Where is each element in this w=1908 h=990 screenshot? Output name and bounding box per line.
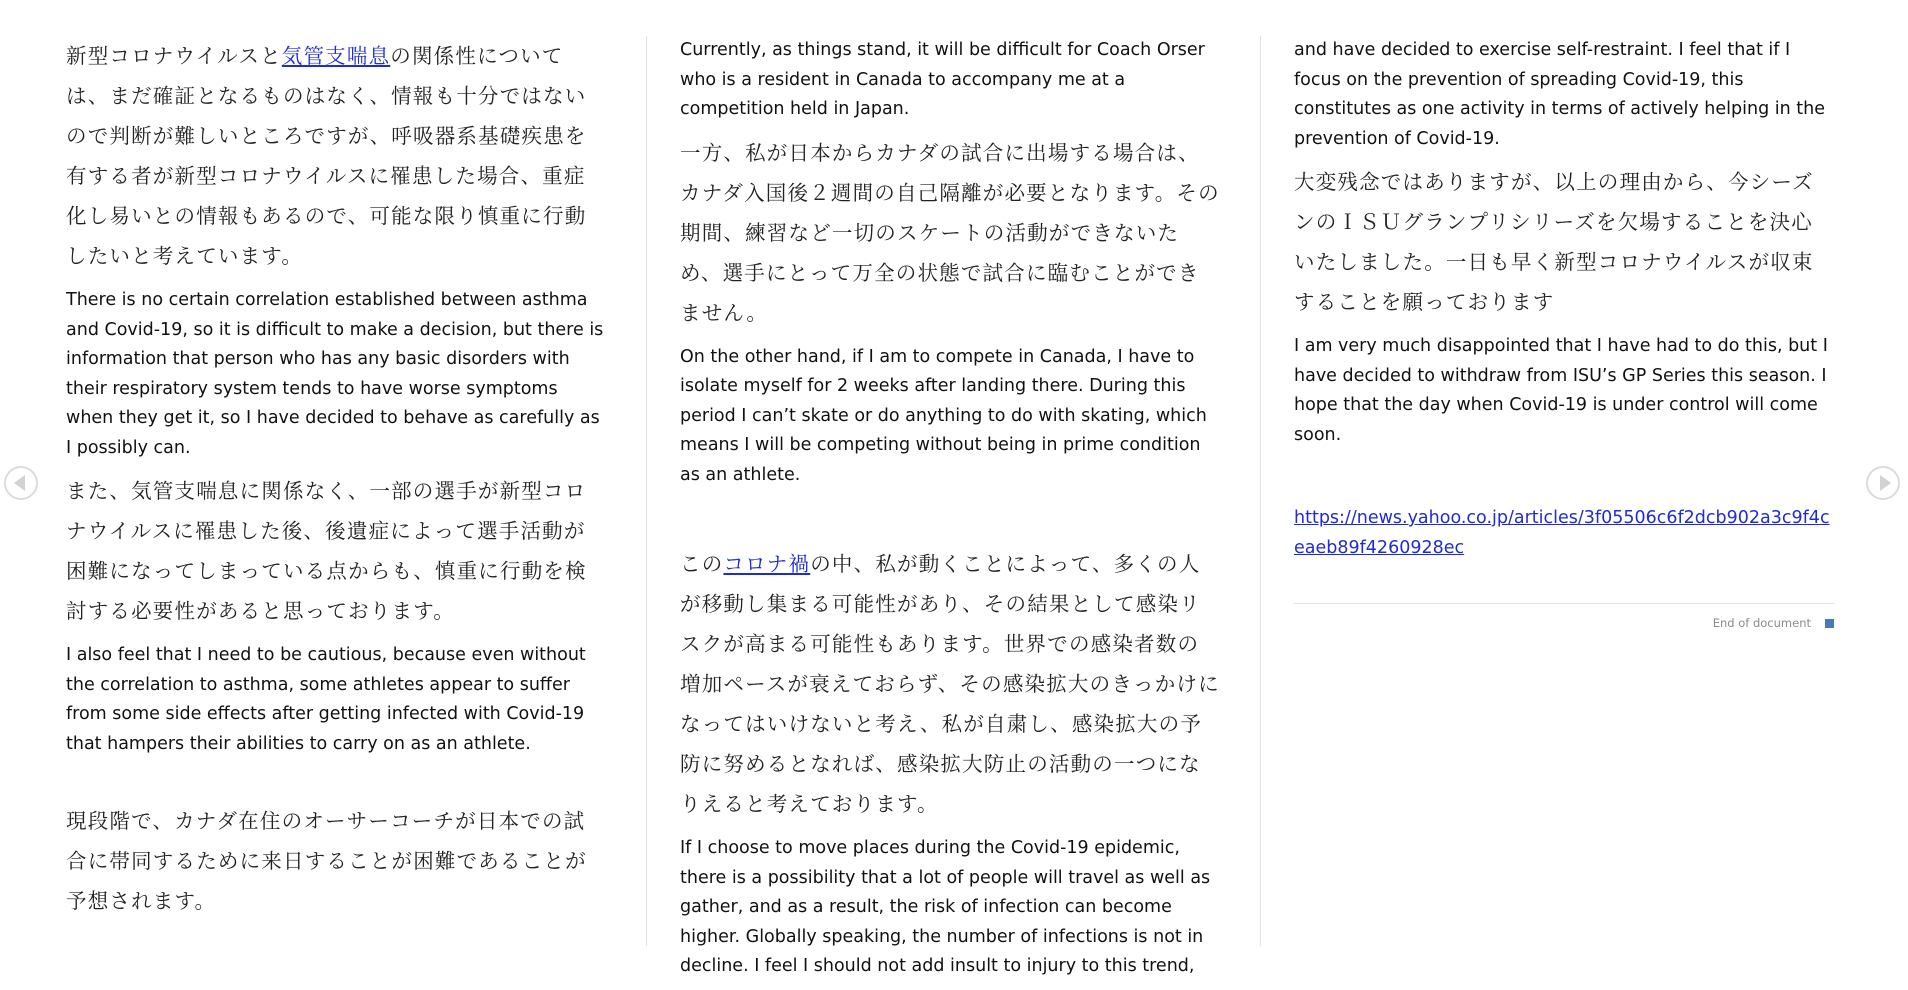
- english-paragraph: There is no certain correlation established between asthma and Covid-19, so it is difficult to make a decision, but there is information that person who has any basic disorders with their respiratory system tends to have worse symptoms when they get it, so I have decided to behave as carefully as I possibly can.: [66, 290, 604, 458]
- english-paragraph: I am very much disappointed that I have had to do this, but I have decided to withdraw from ISU’s GP Series this season. I hope that the day when Covid-19 is under control will come soon.: [1294, 336, 1828, 445]
- japanese-paragraph: 新型コロナウイルスと気管支喘息の関係性については、まだ確証となるものはなく、情報も十分ではないので判断が難しいところですが、呼吸器系基礎疾患を有する者が新型コロナウイルスに罹患した場合、重症化し易いとの情報もあるので、可能な限り慎重に行動したいと考えています。: [66, 44, 587, 268]
- previous-page-button[interactable]: [4, 466, 38, 500]
- japanese-paragraph: また、気管支喘息に関係なく、一部の選手が新型コロナウイルスに罹患した後、後遺症によって選手活動が困難になってしまっている点からも、慎重に行動を検討する必要性があると思っております。: [66, 479, 587, 623]
- paragraph-spacer: [66, 767, 606, 801]
- english-paragraph: Currently, as things stand, it will be difficult for Coach Orser who is a resident in Canada to accompany me at a competition held in Japan.: [680, 40, 1205, 119]
- paragraph-spacer: [1294, 458, 1834, 504]
- next-page-button[interactable]: [1866, 466, 1900, 500]
- source-article-link[interactable]: https://news.yahoo.co.jp/articles/3f05506c6f2dcb902a3c9f4ceaeb89f4260928ec: [1294, 508, 1830, 558]
- column-divider: [646, 36, 647, 946]
- japanese-paragraph: このコロナ禍の中、私が動くことによって、多くの人が移動し集まる可能性があり、その結果として感染リスクが高まる可能性もあります。世界での感染者数の増加ペースが衰えておらず、その感染拡大のきっかけになってはいけないと考え、私が自粛し、感染拡大の予防に努めるとなれば、感染拡大防止の活動の一つになりえると考えております。: [680, 552, 1220, 816]
- japanese-paragraph: 一方、私が日本からカナダの試合に出場する場合は、カナダ入国後２週間の自己隔離が必要となります。その期間、練習など一切のスケートの活動ができないため、選手にとって万全の状態で試合に臨むことができません。: [680, 140, 1220, 325]
- english-paragraph: I also feel that I need to be cautious, because even without the correlation to asthma, some athletes appear to suffer from some side effects after getting infected with Covid-19 that hampers their abilities to carry on as an athlete.: [66, 645, 586, 754]
- page-column-1: [66, 36, 606, 931]
- corona-crisis-link[interactable]: コロナ禍: [723, 552, 811, 576]
- english-paragraph: and have decided to exercise self-restraint. I feel that if I focus on the prevention of spreading Covid-19, this constitutes as one activity in terms of actively helping in the prevention of Covid-19.: [1294, 40, 1825, 149]
- chevron-left-icon: [14, 475, 25, 491]
- english-paragraph: On the other hand, if I am to compete in Canada, I have to isolate myself for 2 weeks after landing there. During this period I can’t skate or do anything to do with skating, which means I will be competing without being in prime condition as an athlete.: [680, 346, 1207, 485]
- japanese-paragraph: 現段階で、カナダ在住のオーサーコーチが日本での試合に帯同するために来日することが困難であることが予想されます。: [66, 809, 587, 913]
- end-of-document-label: End of document: [1712, 616, 1811, 630]
- chevron-right-icon: [1880, 475, 1891, 491]
- japanese-paragraph: 大変残念ではありますが、以上の理由から、今シーズンのＩＳＵグランプリシリーズを欠場することを決心いたしました。一日も早く新型コロナウイルスが収束することを願っております: [1294, 170, 1814, 314]
- page-column-3: [1294, 36, 1834, 630]
- page-column-2: [680, 36, 1220, 990]
- paragraph-spacer: [680, 498, 1220, 544]
- column-divider: [1260, 36, 1261, 946]
- source-paragraph: [1294, 504, 1834, 563]
- end-of-document-rule: [1294, 603, 1834, 604]
- end-of-document-marker: [1294, 616, 1834, 630]
- english-paragraph: If I choose to move places during the Covid-19 epidemic, there is a possibility that a lot of people will travel as well as gather, and as a result, the risk of infection can become higher. Globally speaking, the number of infections is not in decline. I feel I should not add insult to injury to this trend,: [680, 838, 1211, 976]
- end-square-icon: [1825, 619, 1834, 628]
- asthma-link[interactable]: 気管支喘息: [281, 44, 391, 68]
